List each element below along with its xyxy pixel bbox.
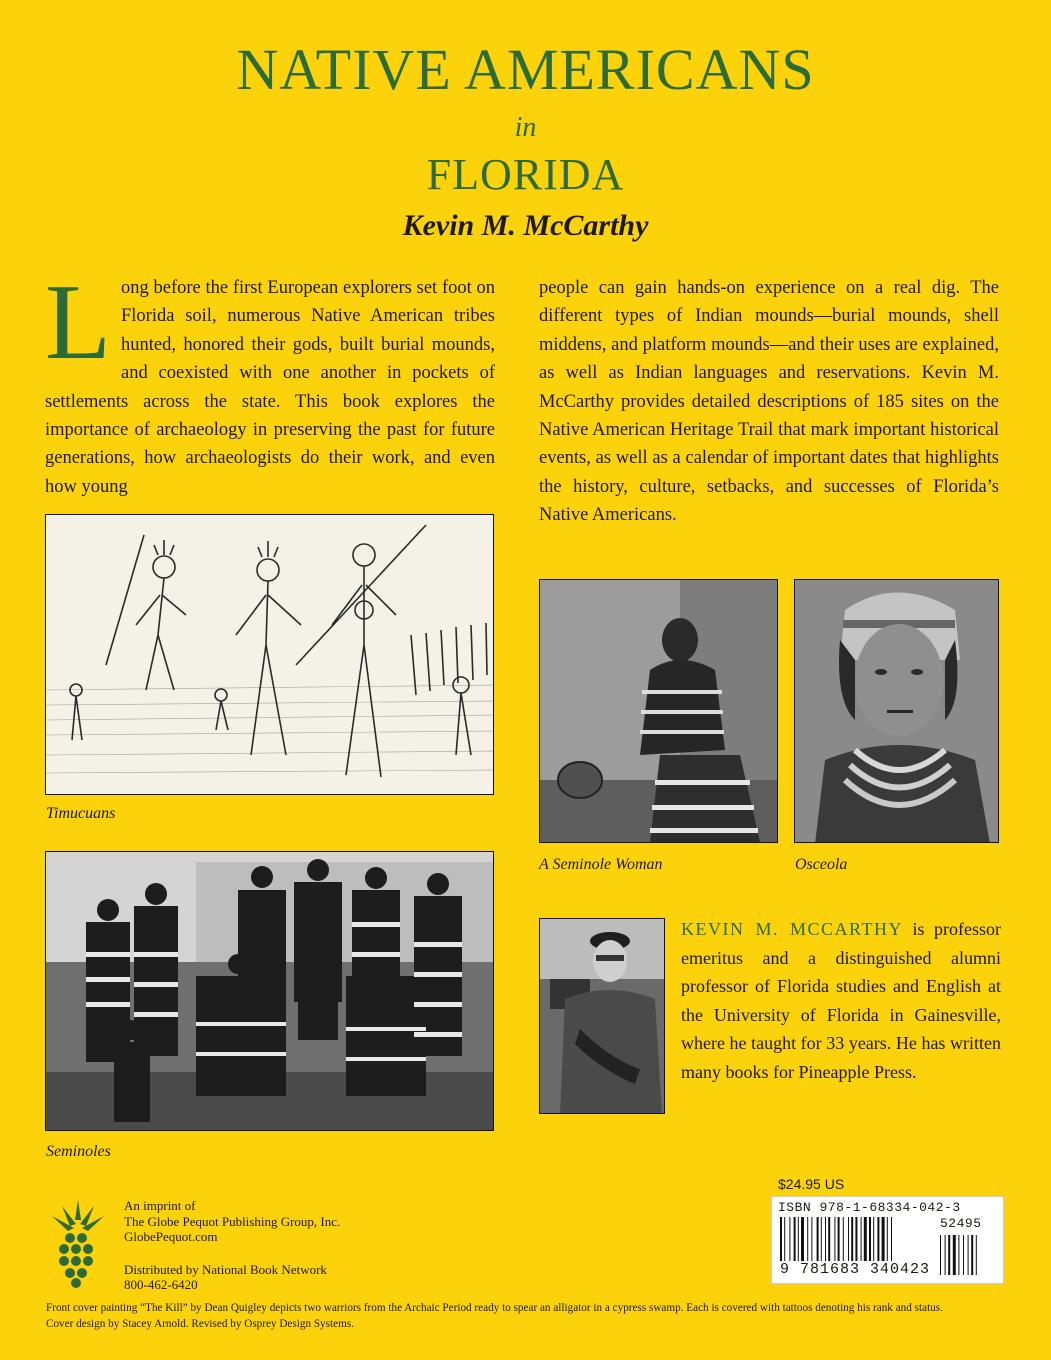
book-title: NATIVE AMERICANS bbox=[236, 37, 815, 102]
dropcap: L bbox=[45, 263, 111, 382]
imprint-distributor: Distributed by National Book Network bbox=[124, 1261, 327, 1277]
cover-credits bbox=[46, 1300, 1026, 1332]
pineapple-logo bbox=[48, 1200, 108, 1290]
caption-seminoles: Seminoles bbox=[46, 1143, 111, 1160]
imprint-publisher: The Globe Pequot Publishing Group, Inc. bbox=[124, 1213, 341, 1229]
ean-number: 9 781683 340423 bbox=[780, 1261, 931, 1278]
imprint-website: GlobePequot.com bbox=[124, 1229, 218, 1244]
isbn-barcode bbox=[771, 1196, 1004, 1284]
cover-painting-credit: Front cover painting “The Kill” by Dean Quigley depicts two warriors from the Archaic Period ready to spear an alligator in a cypress swamp. Each is covered with tattoos denoting his rank and status. bbox=[46, 1302, 943, 1314]
book-subtitle: FLORIDA bbox=[426, 150, 625, 199]
title-connector: in bbox=[514, 112, 537, 143]
seminole-woman-image bbox=[539, 579, 778, 843]
osceola-image bbox=[794, 579, 999, 843]
publisher-imprint bbox=[124, 1198, 424, 1293]
caption-osceola: Osceola bbox=[795, 856, 848, 873]
description-column-right: people can gain hands-on experience on a real dig. The different types of Indian mounds—burial mounds, shell middens, and platform mounds—and their uses are explained, as well as Indian languages and reservations. Kevin M. McCarthy provides detailed descriptions of 185 sites on the Native American Heritage Trail that mark important historical events, as well as a calendar of important dates that highlights the history, culture, setbacks, and successes of Florida’s Native Americans. bbox=[539, 278, 999, 526]
author-name: Kevin M. McCarthy bbox=[402, 209, 649, 242]
bio-author-name: KEVIN M. MCCARTHY bbox=[681, 919, 903, 939]
cover-design-credit: Cover design by Stacey Arnold. Revised by Osprey Design Systems. bbox=[46, 1318, 354, 1330]
description-column-left bbox=[45, 263, 495, 501]
isbn-number: ISBN 978-1-68334-042-3 bbox=[778, 1200, 961, 1215]
caption-timucuans: Timucuans bbox=[46, 805, 116, 822]
barcode-addon-number: 52495 bbox=[940, 1216, 982, 1231]
timucuans-image bbox=[45, 514, 494, 795]
caption-seminole-woman: A Seminole Woman bbox=[539, 856, 663, 873]
imprint-line: An imprint of bbox=[124, 1198, 196, 1213]
author-photo bbox=[539, 918, 665, 1114]
description-text-left: ong before the first European explorers set foot on Florida soil, numerous Native American tribes hunted, honored their gods, built burial mounds, and coexisted with one another in pockets of settlements across the state. This book explores the importance of archaeology in preserving the past for future generations, how archaeologists do their work, and even how young bbox=[45, 278, 495, 497]
seminoles-image bbox=[45, 851, 494, 1131]
price-label: $24.95 US bbox=[778, 1176, 845, 1192]
author-bio bbox=[681, 915, 1001, 1087]
imprint-phone: 800-462-6420 bbox=[124, 1277, 198, 1292]
bio-text: is professor emeritus and a distinguished alumni professor of Florida studies and English at the University of Florida in Gainesville, where he taught for 33 years. He has written many books for Pineapple Press. bbox=[681, 919, 1001, 1082]
